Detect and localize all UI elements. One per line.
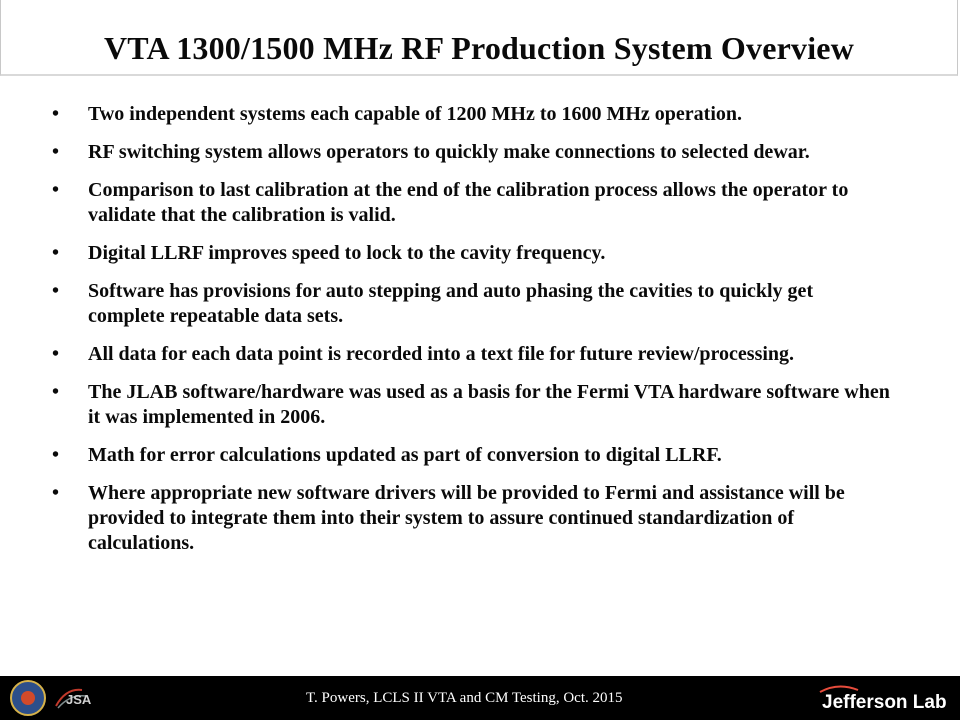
bullet-item [52, 279, 892, 329]
footer-citation: T. Powers, LCLS II VTA and CM Testing, Oct. 2015 [306, 690, 623, 706]
bullet-dot: • [52, 179, 60, 201]
bullet-text: Two independent systems each capable of 1200 MHz to 1600 MHz operation. [88, 103, 743, 125]
doe-seal-icon [10, 680, 46, 716]
bullet-dot: • [52, 482, 60, 504]
bullet-text: Digital LLRF improves speed to lock to the cavity frequency. [88, 242, 606, 264]
slide-title: VTA 1300/1500 MHz RF Production System Overview [103, 30, 855, 66]
bullet-dot: • [52, 343, 60, 365]
bullet-dot: • [52, 141, 60, 163]
bullet-text: The JLAB software/hardware was used as a basis for the Fermi VTA hardware software when it was implemented in 2006. [88, 381, 890, 428]
jefferson-lab-logo [818, 684, 950, 714]
bullet-text: Comparison to last calibration at the end of the calibration process allows the operator to validate that the calibration is valid. [88, 179, 849, 226]
bullet-dot: • [52, 444, 60, 466]
bullet-text: Where appropriate new software drivers will be provided to Fermi and assistance will be provided to integrate them into their system to assure continued standardization of calculations. [88, 482, 845, 554]
bullet-item [52, 178, 892, 228]
bullet-item [52, 342, 892, 367]
jsa-logo [52, 684, 100, 712]
bullet-dot: • [52, 280, 60, 302]
bullet-dot: • [52, 103, 60, 125]
bullet-item [52, 380, 892, 430]
jefferson-lab-logo-text: Jefferson Lab [822, 692, 947, 713]
footer-bar [0, 676, 960, 720]
bullet-text: RF switching system allows operators to quickly make connections to selected dewar. [88, 141, 810, 163]
jsa-logo-text: JSA [66, 692, 92, 707]
bullet-item [52, 140, 892, 165]
bullet-dot: • [52, 381, 60, 403]
bullet-item [52, 481, 892, 556]
bullet-text: All data for each data point is recorded into a text file for future review/processing. [88, 343, 795, 365]
bullet-item [52, 443, 892, 468]
bullet-text: Software has provisions for auto stepping and auto phasing the cavities to quickly get complete repeatable data sets. [88, 280, 814, 327]
bullet-text: Math for error calculations updated as part of conversion to digital LLRF. [88, 444, 722, 466]
bullet-item [52, 241, 892, 266]
bullet-dot: • [52, 242, 60, 264]
bullet-item [52, 102, 892, 127]
title-area [0, 0, 958, 76]
bullet-list [52, 102, 892, 569]
